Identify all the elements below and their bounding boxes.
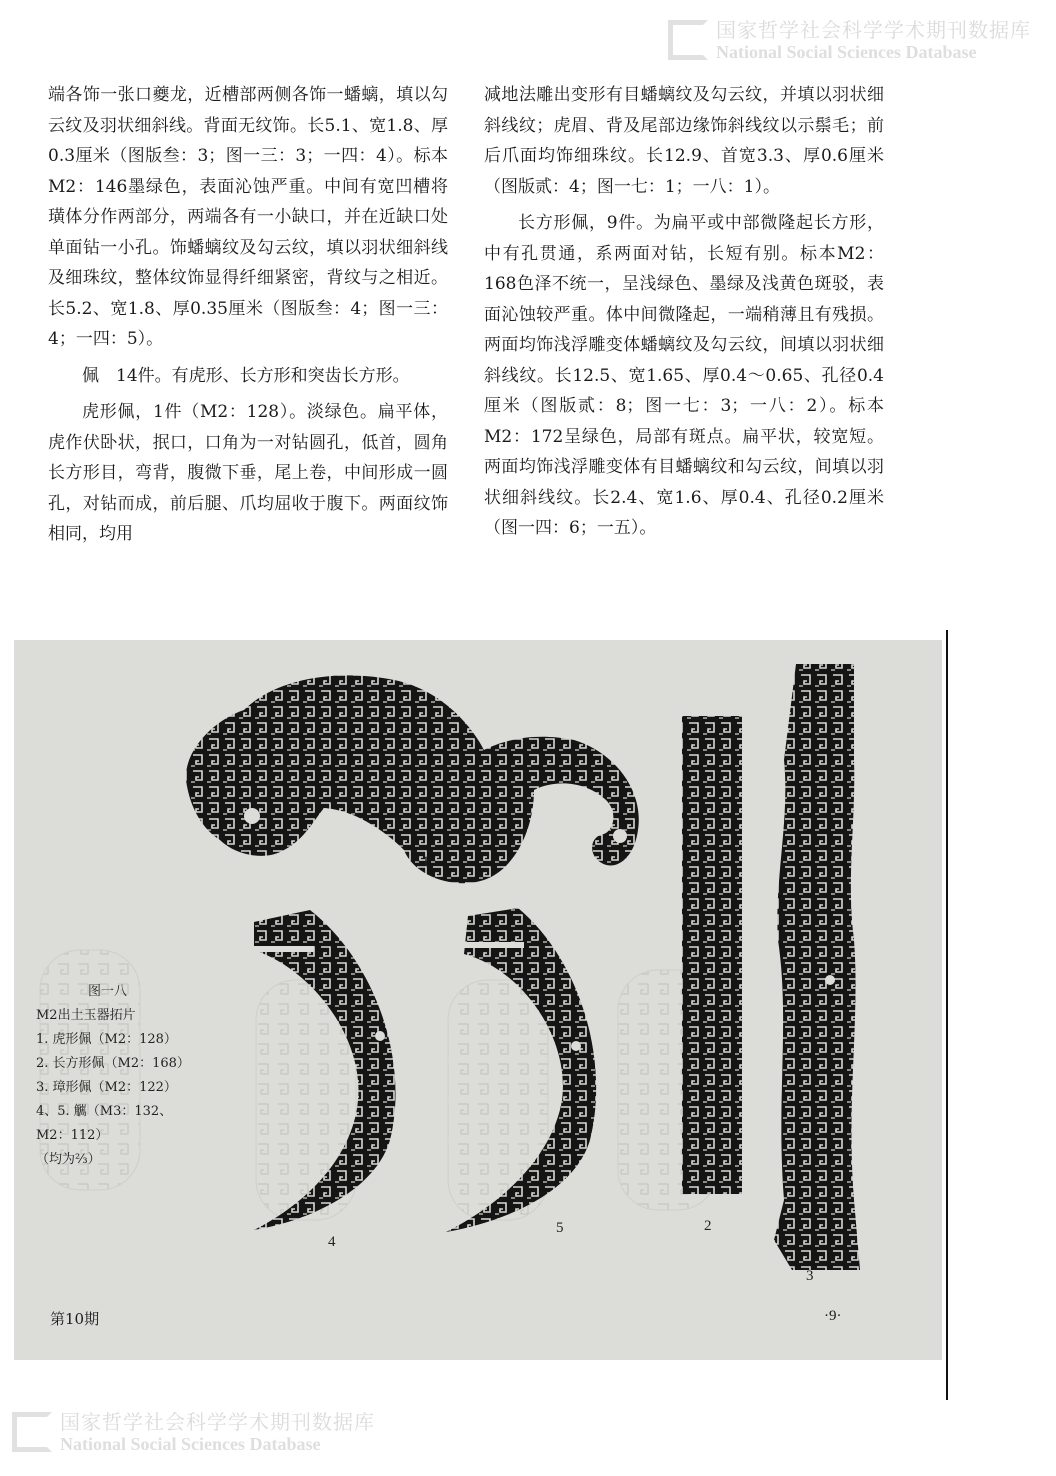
right-column: [484, 80, 884, 544]
caption-item-6: （均为⅔）: [36, 1152, 101, 1167]
caption-subtitle: M2出土玉器拓片: [36, 1008, 136, 1023]
watermark-cn-bottom: 国家哲学社会科学学术期刊数据库: [60, 1410, 375, 1434]
right-margin-rule: [946, 630, 948, 1400]
caption-item-4: 4、5. 觽（M3：132、: [36, 1104, 173, 1119]
watermark-bottom: [12, 1410, 375, 1454]
left-paragraph-1: 端各饰一张口夔龙，近槽部两侧各饰一蟠螭，填以勾云纹及羽状细斜线。背面无纹饰。长5.1、宽1.8、厚0.3厘米（图版叁：3；图一三：3；一四：4）。标本M2：146墨绿色，表面沁蚀严重。中间有宽凹槽将璜体分作两部分，两端各有一小缺口，并在近缺口处单面钻一小孔。饰蟠螭纹及勾云纹，填以羽状细斜线及细珠纹，整体纹饰显得纤细紧密，背纹与之相近。长5.2、宽1.8、厚0.35厘米（图版叁：4；图一三：4；一四：5）。: [48, 85, 448, 349]
caption-item-5: M2：112）: [36, 1128, 109, 1143]
tiger-pendant-rubbing: [186, 675, 639, 883]
label-5: 5: [556, 1220, 564, 1236]
caption-item-2: 2. 长方形佩（M2：168）: [36, 1056, 190, 1071]
figure-caption: [36, 980, 190, 1172]
left-paragraph-3: 虎形佩，1件（M2：128）。淡绿色。扁平体，虎作伏卧状，抿口，口角为一对钻圆孔，低首，圆角长方形目，弯背，腹微下垂，尾上卷，中间形成一圆孔，对钻而成，前后腿、爪均屈收于腹下。两面纹饰相同，均用: [48, 402, 448, 544]
zhang-pendant-hole: [825, 975, 835, 985]
watermark-cn: 国家哲学社会科学学术期刊数据库: [716, 18, 1031, 42]
watermark-top: [668, 18, 1031, 62]
issue-number: 第10期: [50, 1310, 100, 1328]
left-paragraph-2: 佩 14件。有虎形、长方形和突齿长方形。: [82, 365, 410, 386]
label-3: 3: [806, 1268, 814, 1284]
zhang-pendant-rubbing: [774, 664, 860, 1270]
caption-item-1: 1. 虎形佩（M2：128）: [36, 1032, 177, 1047]
right-paragraph-2: 长方形佩，9件。为扁平或中部微隆起长方形，中有孔贯通，系两面对钻，长短有别。标本M2：168色泽不统一，呈浅绿色、墨绿及浅黄色斑驳，表面沁蚀较严重。体中间微隆起，一端稍薄且有残损。两面均饰浅浮雕变体蟠螭纹及勾云纹，间填以羽状细斜线纹。长12.5、宽1.65、厚0.4～0.65、孔径0.4厘米（图版贰：8；图一七：3；一八：2）。标本M2：172呈绿色，局部有斑点。扁平状，较宽短。两面均饰浅浮雕变体有目蟠螭纹和勾云纹，间填以羽状细斜线纹。长2.4、宽1.6、厚0.4、孔径0.2厘米（图一四：6；一五）。: [484, 213, 884, 538]
page-number: ·9·: [824, 1308, 842, 1324]
hook-4-hole: [375, 1031, 385, 1041]
label-2: 2: [704, 1218, 712, 1234]
database-logo-icon-bottom: [12, 1412, 52, 1452]
hook-5-notch: [464, 942, 524, 948]
caption-title: 图一八: [88, 984, 128, 999]
hook-4-notch: [254, 946, 314, 952]
rectangular-pendant-rubbing: [682, 716, 742, 1194]
database-logo-icon: [668, 20, 708, 60]
left-column: [48, 80, 448, 550]
rubbing-figure-plate: [14, 640, 942, 1360]
tiger-tail-hole: [613, 829, 627, 843]
right-paragraph-1: 减地法雕出变形有目蟠螭纹及勾云纹，并填以羽状细斜线纹；虎眉、背及尾部边缘饰斜线纹以示鬃毛；前后爪面均饰细珠纹。长12.9、首宽3.3、厚0.6厘米（图版贰：4；图一七：1；一八：1）。: [484, 85, 884, 197]
hook-5-hole: [571, 1041, 581, 1051]
caption-item-3: 3. 璋形佩（M2：122）: [36, 1080, 177, 1095]
watermark-en: National Social Sciences Database: [716, 42, 977, 62]
label-4: 4: [328, 1234, 336, 1250]
watermark-en-bottom: National Social Sciences Database: [60, 1434, 321, 1454]
tiger-eye-hole: [244, 808, 260, 824]
label-1: 1: [422, 854, 430, 870]
